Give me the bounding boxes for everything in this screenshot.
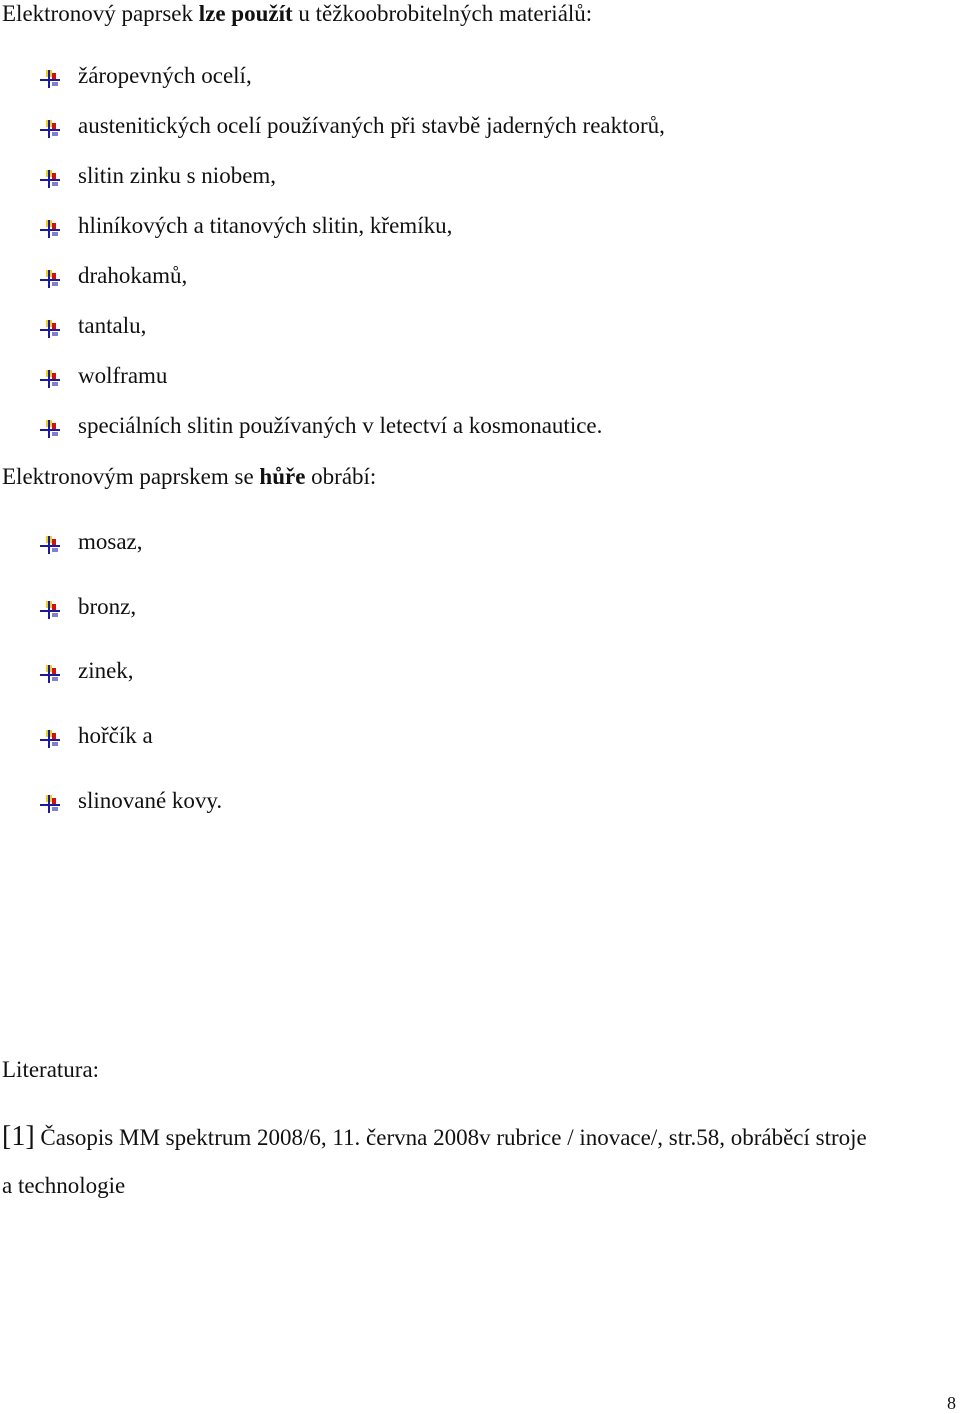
literature-heading: Literatura: [2, 1057, 100, 1082]
arrow-bullet-icon [40, 662, 62, 680]
section2-intro [2, 463, 376, 491]
arrow-bullet-icon [40, 792, 62, 810]
reference-number: [1] [2, 1121, 35, 1152]
arrow-bullet-icon [40, 533, 62, 551]
arrow-bullet-icon [40, 317, 62, 335]
section2-intro-bold: hůře [259, 464, 306, 489]
section1-intro [2, 0, 592, 28]
arrow-bullet-icon [40, 117, 62, 135]
arrow-bullet-icon [40, 727, 62, 745]
section1-intro-after: u těžkoobrobitelných materiálů: [292, 1, 593, 26]
section1-intro-bold: lze použít [198, 1, 293, 26]
arrow-bullet-icon [40, 417, 62, 435]
section2-intro-after: obrábí: [305, 464, 377, 489]
reference-text: Časopis MM spektrum 2008/6, 11. června 2008v rubrice / inovace/, str.58, obráběcí stroje [40, 1125, 867, 1150]
page-number: 8 [947, 1393, 956, 1413]
reference-entry [2, 1123, 867, 1152]
reference-continuation: a technologie [2, 1173, 126, 1198]
arrow-bullet-icon [40, 367, 62, 385]
arrow-bullet-icon [40, 217, 62, 235]
arrow-bullet-icon [40, 167, 62, 185]
arrow-bullet-icon [40, 598, 62, 616]
arrow-bullet-icon [40, 67, 62, 85]
section1-intro-before: Elektronový paprsek [2, 1, 199, 26]
section2-intro-before: Elektronovým paprskem se [2, 464, 260, 489]
arrow-bullet-icon [40, 267, 62, 285]
